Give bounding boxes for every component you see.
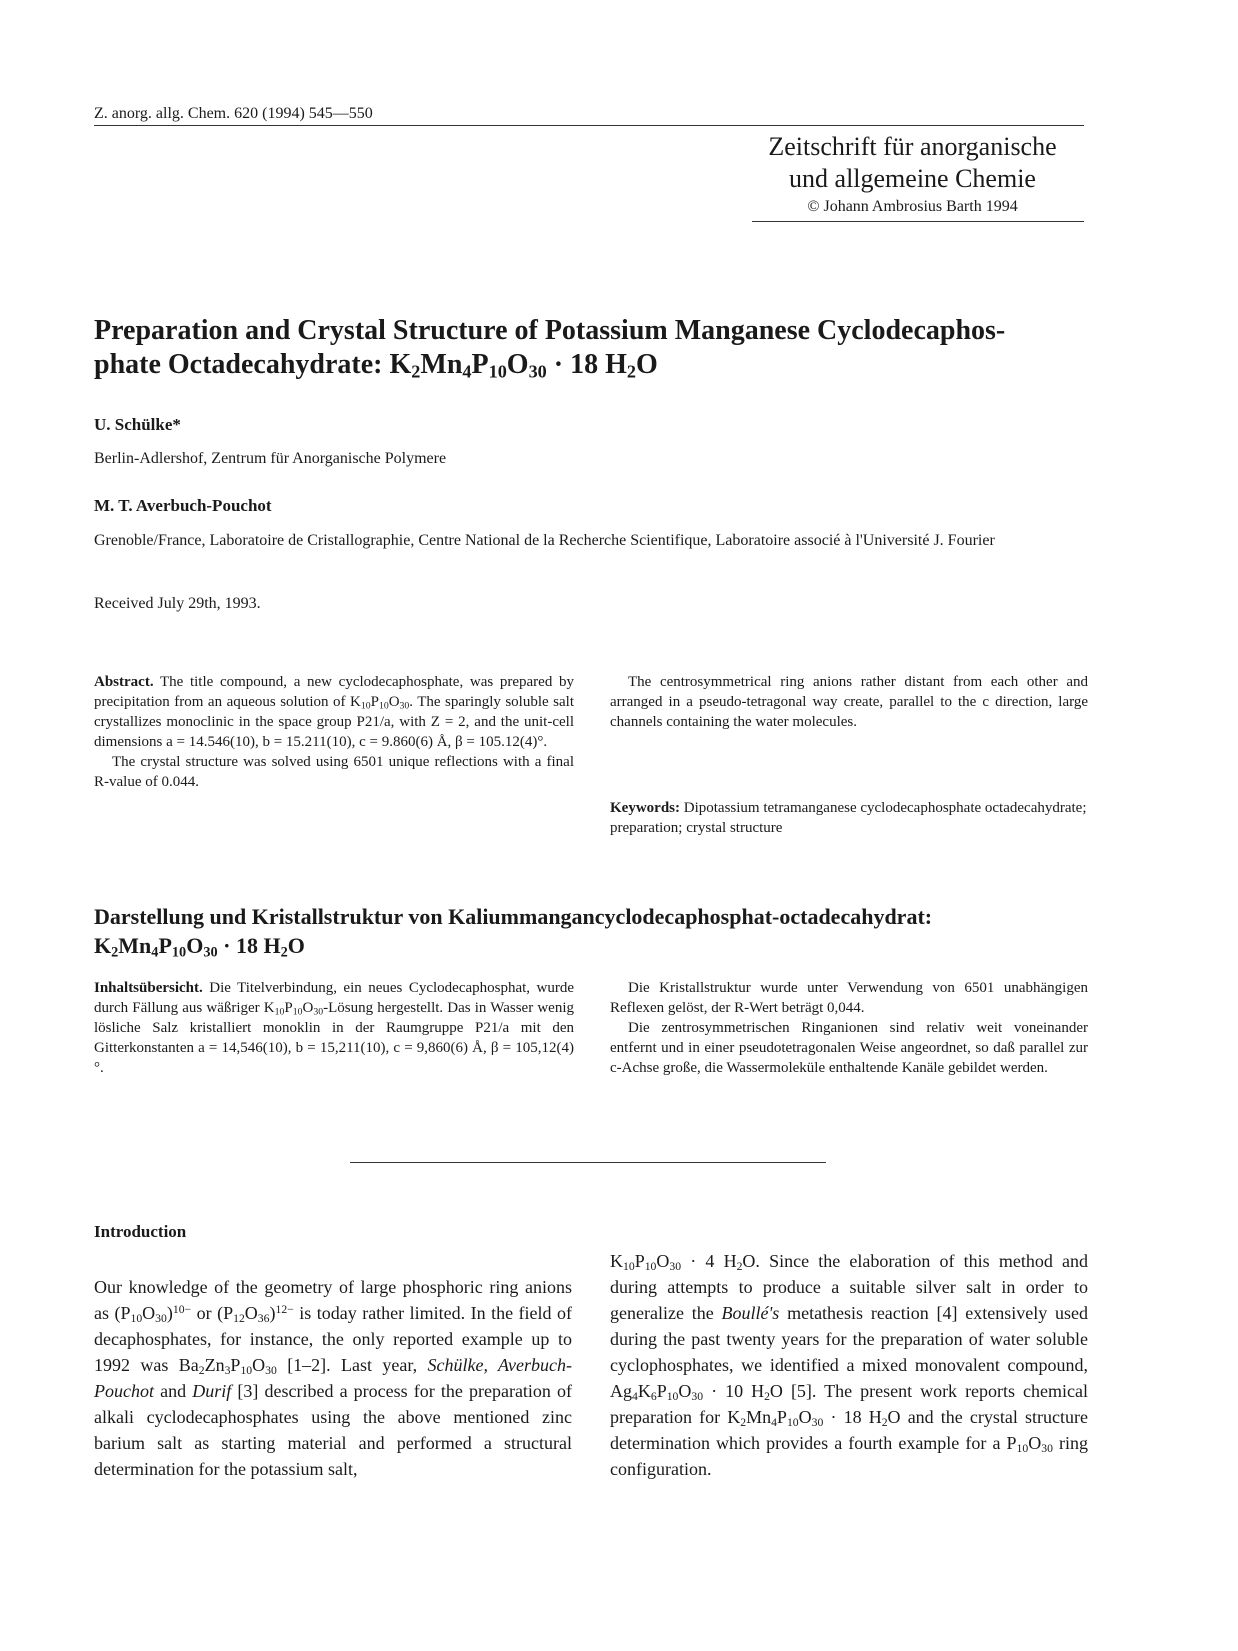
article-title — [94, 314, 1094, 382]
abstract-paragraph: The crystal structure was solved using 6501 unique reflections with a final R-value of 0.044. — [94, 754, 574, 790]
author-name: M. T. Averbuch-Pouchot — [94, 496, 272, 515]
author-name: U. Schülke* — [94, 415, 181, 434]
journal-name — [740, 131, 1085, 195]
author-affiliation: Berlin-Adlershof, Zentrum für Anorganische Polymere — [94, 450, 447, 467]
german-summary: Inhaltsübersicht. Die Titelverbindung, ein neues Cyclodecaphosphat, wurde durch Fällung aus wäßriger $K_{10}P_{10}O_{30}$-Lösung hergestellt. Das in Wasser wenig lösliche Salz kristalliert monoklin in der Raumgruppe P21/a mit den Gitterkonstanten a = 14,546(10), b = 15,211(10), c = 9,860(6) Å, β = 105,12(4)°. — [94, 980, 574, 1076]
section-heading: Introduction — [94, 1222, 187, 1241]
author-affiliation: Grenoble/France, Laboratoire de Cristallographie, Centre National de la Recherche Scientifique, Laboratoire associé à l'Université J. Fourier — [94, 532, 995, 549]
abstract — [94, 672, 574, 792]
journal-name-line1: Zeitschrift für anorganische — [768, 132, 1057, 161]
section-separator — [350, 1162, 826, 1163]
keywords — [610, 798, 1088, 838]
german-summary-label: Inhaltsübersicht. — [94, 980, 203, 996]
journal-name-line2: und allgemeine Chemie — [789, 164, 1036, 193]
german-title-line2: $K_2Mn_4P_{10}O_{30} \cdot 18$ $H_2O$ — [94, 933, 305, 961]
abstract-continued — [610, 672, 1088, 732]
copyright-rule — [752, 221, 1084, 222]
article-title-line1: Preparation and Crystal Structure of Potassium Manganese Cyclodecaphos- — [94, 315, 1006, 346]
german-title-line1: Darstellung und Kristallstruktur von Kaliummangancyclodecaphosphat-octadecahydrat: — [94, 904, 933, 929]
introduction-left-column: Our knowledge of the geometry of large phosphoric ring anions as $(P_{10}O_{30})^{10-}$ or $(P_{12}O_{36})^{12-}$ is today rather limited. In the field of decaphosphates, for instance, the only reported example up to 1992 was $Ba_2Zn_3P_{10}O_{30}$ [1–2]. Last year, Schülke, Averbuch-Pouchot and Durif [3] described a process for the preparation of alkali cyclodecaphosphates using the above mentioned zinc barium salt as starting material and performed a structural determination for the potassium salt, — [94, 1277, 573, 1479]
abstract-label: Abstract. — [94, 674, 154, 690]
journal-citation: Z. anorg. allg. Chem. 620 (1994) 545—550 — [94, 105, 373, 122]
german-title — [94, 902, 1094, 960]
abstract-paragraph: The centrosymmetrical ring anions rather distant from each other and arranged in a pseudo-tetragonal way create, parallel to the c direction, large channels containing the water molecules. — [610, 674, 1088, 730]
abstract-paragraph: Abstract. The title compound, a new cyclodecaphosphate, was prepared by precipitation from an aqueous solution of $K_{10}P_{10}O_{30}$. The sparingly soluble salt crystallizes monoclinic in the space group P21/a, with Z = 2, and the unit-cell dimensions a = 14.546(10), b = 15.211(10), c = 9.860(6) Å, β = 105.12(4)°. — [94, 674, 574, 750]
copyright-notice: © Johann Ambrosius Barth 1994 — [807, 198, 1018, 215]
received-date: Received July 29th, 1993. — [94, 595, 261, 612]
keywords-text: Dipotassium tetramanganese cyclodecaphosphate octadecahydrate; preparation; crystal structure — [610, 800, 1087, 836]
german-summary-continued — [610, 978, 1088, 1078]
article-title-line2: phate Octadecahydrate: $K_2Mn_4P_{10}O_{30} \cdot 18$ $H_2O$ — [94, 349, 658, 382]
german-paragraph: Die Kristallstruktur wurde unter Verwendung von 6501 unabhängigen Reflexen gelöst, der R-Wert beträgt 0,044. — [610, 980, 1088, 1016]
header-rule — [94, 125, 1084, 126]
keywords-label: Keywords: — [610, 800, 680, 816]
german-paragraph: Die zentrosymmetrischen Ringanionen sind relativ weit voneinander entfernt und in einer pseudotetragonalen Weise angeordnet, so daß parallel zur c-Achse große, die Wassermoleküle enthaltende Kanäle gebildet werden. — [610, 1020, 1088, 1076]
introduction-right-column: $K_{10}P_{10}O_{30} \cdot 4$ $H_2O$. Since the elaboration of this method and during attempts to produce a suitable silver salt in order to generalize the Boullé's metathesis reaction [4] extensively used during the past twenty years for the preparation of water soluble cyclophosphates, we identified a mixed monovalent compound, $Ag_4K_6P_{10}O_{30} \cdot 10$ $H_2O$ [5]. The present work reports chemical preparation for $K_2Mn_4P_{10}O_{30} \cdot 18$ $H_2O$ and the crystal structure determination which provides a fourth example for a $P_{10}O_{30}$ ring configuration. — [610, 1251, 1089, 1479]
